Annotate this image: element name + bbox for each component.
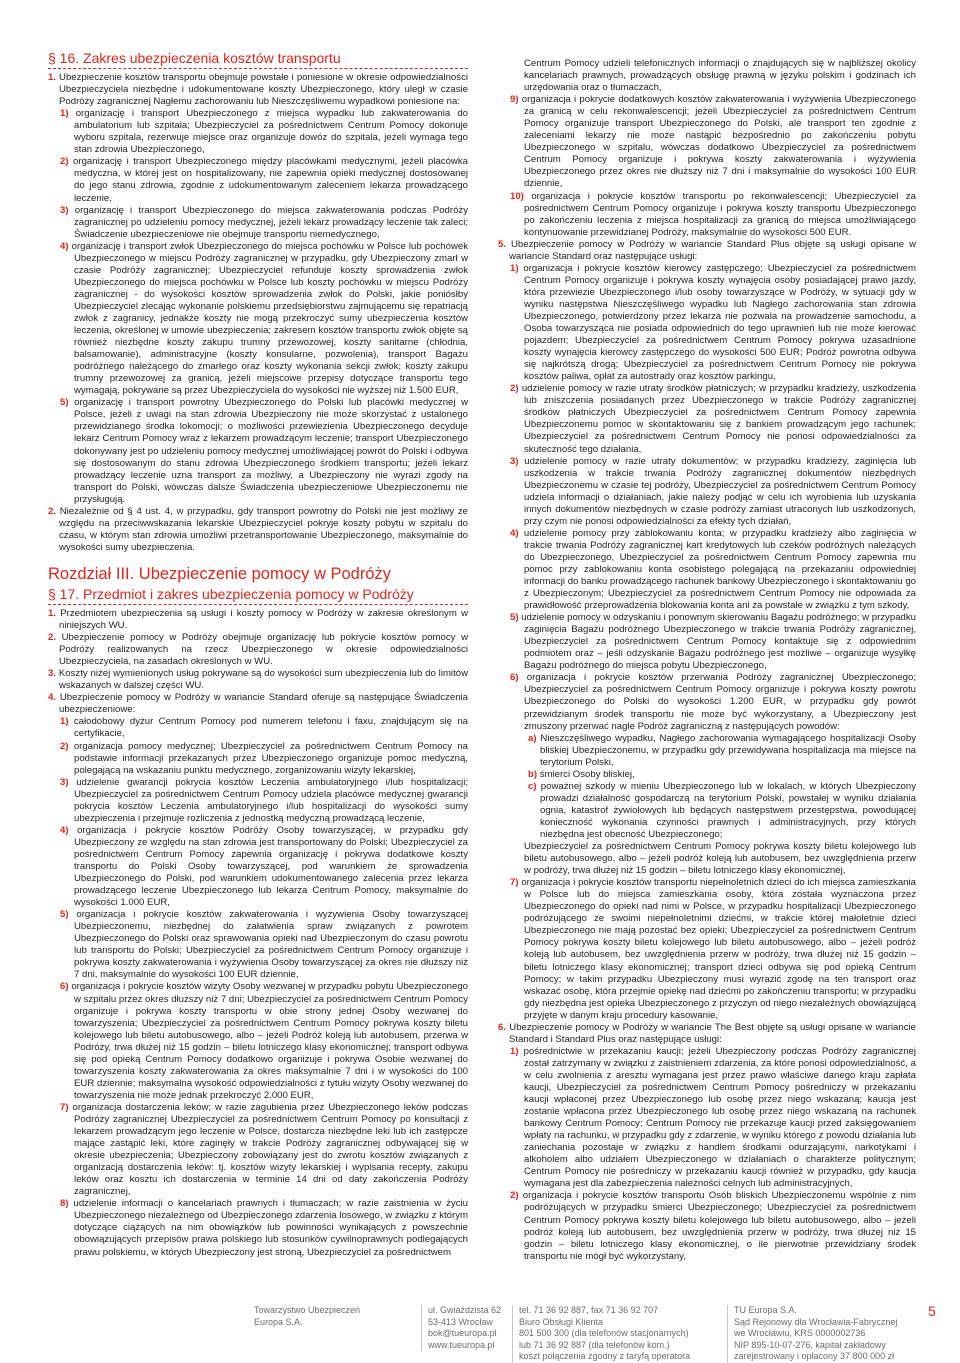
left-column [48, 52, 468, 1302]
s17-item-1: 1) całodobowy dyżur Centrum Pomocy pod numerem telefonu i faxu, znajdującym się na certyfikacie, [60, 716, 468, 740]
s16-item-5: 5) organizację i transport powrotny Ubezpieczonego do Polski lub placówki medycznej w Polsce, jeżeli z uwagi na stan zdrowia Ubezpieczony nie może skorzystać z ustalonego przewidzianego środka lokomocji; o możliwości przewiezienia Ubezpieczonego decyduje lekarz Centrum Pomocy wraz z lekarzem prowadzącym leczenie; transport Ubezpieczonego dokonywany jest po udzieleniu pomocy medycznej umożliwiającej powrót do Polski i odbywa się dostosowanym do stanu zdrowia Ubezpieczonego środkiem transportu; jeżeli lekarz prowadzący leczenie uzna transport za możliwy, a Ubezpieczony nie wyrazi zgody na transport do Polski, wówczas dalsze Świadczenia ubezpieczeniowe Ubezpieczonemu nie przysługują. [60, 397, 468, 505]
s17-paragraph-1: 1. Przedmiotem ubezpieczenia są usługi i koszty pomocy w Podróży w zakresie określonym w niniejszych WU. [48, 608, 468, 632]
p5-item-2: 2) udzielenie pomocy w razie utraty środków płatniczych; w przypadku kradzieży, uszkodzenia lub zniszczenia posiadanych przez Ubezpieczonego w trakcie Podróży zagranicznej środków płatniczych Ubezpieczyciel za pośrednictwem Centrum Pomocy zapewnia Ubezpieczonemu pomoc w skontaktowaniu się z bankiem prowadzącym jego rachunek; Ubezpieczyciel za pośrednictwem Centrum Pomocy nie ponosi odpowiedzialności za skuteczność tego działania, [510, 383, 916, 455]
s17-paragraph-5: 5. Ubezpieczenie pomocy w Podróży w wariancie Standard Plus objęte są usługi opisane w wariancie Standard oraz następujące usługi: [498, 238, 916, 262]
p5-item-6: 6) organizacja i pokrycie kosztów przerwania Podróży zagranicznej Ubezpieczonego; Ubezpieczyciel za pośrednictwem Centrum Pomocy organizuje i pokrywa koszty powrotu Ubezpieczonego do Polski do wysokości 1.200 EUR, w przypadku gdy powrót przewidzianym środek transportu nie może być wykorzystany, a Ubezpieczony jest zmuszony przerwać nagle Podróż zagraniczną z następujących powodów: [510, 672, 916, 732]
p6-item-2: 2) organizacja i pokrycie kosztów transportu Osób bliskich Ubezpieczonemu wspólnie z nim podróżujących w przypadku śmierci Ubezpieczonego; Ubezpieczyciel za pośrednictwem Centrum Pomocy pokrywa koszty biletu kolejowego lub biletu autobusowego, albo – jeżeli podróż koleją lub autobusem, bez uwzględnienia przerw w podróży, trwa dłużej niż 15 godzin – biletu lotniczego klasy ekonomicznej, o ile pierwotnie przewidziany środek transportu nie mógł być wykorzystany, [510, 1190, 916, 1262]
s17-item-9: 9) organizacja i pokrycie dodatkowych kosztów zakwaterowania i wyżywienia Ubezpieczonego za granicą w celu rekonwalescencji; jeżeli Ubezpieczyciel za pośrednictwem Centrum Pomocy organizuje transport Ubezpieczonego do Polski, ale transport ten zgodnie z zaleceniami lekarzy nie może nastąpić bezpośrednio po zakończeniu pobytu Ubezpieczonego w szpitalu, wówczas dodatkowo Ubezpieczyciel za pośrednictwem Centrum Pomocy organizuje i pokrywa koszty zakwaterowania i wyżywienia Ubezpieczonego przez okres nie dłuższy niż 7 dni i maksymalnie do wysokości 100 EUR dziennie, [510, 94, 916, 190]
footer-company: Towarzystwo Ubezpieczeń Europa S.A. [254, 1305, 361, 1327]
p5-sub-tail: Ubezpieczyciel za pośrednictwem Centrum Pomocy pokrywa koszty biletu kolejowego lub biletu autobusowego, albo – jeżeli podróż koleją lub autobusem, bez uwzględnienia przerw w podróży, trwa dłużej niż 15 godzin – biletu lotniczego klasy ekonomicznej, [524, 841, 916, 877]
s17-paragraph-6: 6. Ubezpieczenie pomocy w Podróży w wariancie The Best objęte są usługi opisane w wariancie Standard i Standard Plus oraz następujące usługi: [498, 1021, 916, 1045]
chapter-3-title: Rozdział III. Ubezpieczenie pomocy w Podróży [48, 564, 391, 583]
s17-item-4: 4) organizacja i pokrycie kosztów Podróży Osoby towarzyszącej, w przypadku gdy Ubezpieczony ze względu na stan zdrowia jest transportowany do Polski; Ubezpieczyciel za pośrednictwem Centrum Pomocy zapewnia organizację i pokrywa dodatkowe koszty transportu do Polski Osoby towarzyszącej, pod warunkiem że sprowadzenia Ubezpieczonego do Polski, pod warunkiem udokumentowanego zalecenia przez lekarza prowadzącego leczenie Ubezpieczonego lub lekarza Centrum Pomocy, maksymalnie do wysokości 1.000 EUR, [60, 824, 468, 909]
s16-paragraph-1: 1. Ubezpieczenie kosztów transportu obejmuje powstałe i poniesione w okresie odpowiedzialności Ubezpieczyciela niezbędne i udokumentowane koszty Ubezpieczonego, który uległ w czasie Podróży zagranicznej Nagłemu zachorowaniu lub Nieszczęśliwemu wypadkowi poniesione na: [48, 72, 468, 108]
p5-sub-a: a) Nieszczęśliwego wypadku, Nagłego zachorowania wymagającego hospitalizacji Osoby bliskiej Ubezpieczonemu, w przypadku gdy przewidywana hospitalizacja ma miejsce na terytorium Polski, [528, 732, 916, 768]
footer-contact: tel. 71 36 92 887, fax 71 36 92 707 Biuro Obsługi Klienta 801 500 300 (dla telefonów stacjonarnych) lub 71 36 92 887 (dla telefonów kom.) koszt połączenia zgodny z taryfą operatora [512, 1305, 690, 1363]
p5-item-7: 7) organizacja i pokrycie kosztów transportu niepełnoletnich dzieci do ich miejsca zamieszkania w Polsce lub do miejsca zamieszkania osoby, która została wyznaczona przez Ubezpieczonego do opieki nad nimi w Polsce, w przypadku hospitalizacji Ubezpieczonego podróżującego ze swoimi niepełnoletnimi dziećmi, w trakcie której małoletnie dzieci Ubezpieczonego nie mają pozostać bez opieki; Ubezpieczyciel za pośrednictwem Centrum Pomocy pokrywa koszty biletu kolejowego lub biletu autobusowego, albo – jeżeli podróż koleją lub autobusem, bez uwzględnienia przerw w podróży, trwa dłużej niż 15 godzin – biletu lotniczego klasy ekonomicznej; transport dzieci odbywa się pod opieką Centrum Pomocy; w takim przypadku Ubezpieczony musi wyrazić zgodę na ten transport oraz wskazać osobę, która przejmie opiekę nad dziećmi po zakończeniu transportu; w przypadku gdy niezbędna jest opieka Ubezpieczonego z przyczyn od niego niezależnych obowiązującą przyjęte w danym kraju procedury kasowanie, [510, 877, 916, 1021]
p5-item-5: 5) udzielenie pomocy w odzyskaniu i ponownym skierowaniu Bagażu podróżnego; w przypadku zaginięcia Bagażu podróżnego Ubezpieczonego w trakcie trwania Podróży zagranicznej, Ubezpieczyciel za pośrednictwem Centrum Pomocy kontaktuje się z odpowiednim podmiotem oraz – jeśli odzyskanie Bagażu podróżnego jest możliwe – organizuje wysyłkę Bagażu podróżnego do miejsca pobytu Ubezpieczonego, [510, 612, 916, 672]
s17-paragraph-3: 3. Koszty niżej wymienionych usług pokrywane są do wysokości sum ubezpieczenia lub do limitów wskazanych w dalszej części WU. [48, 668, 468, 692]
s17-paragraph-2: 2. Ubezpieczenie pomocy w Podróży obejmuje organizację lub pokrycie kosztów pomocy w Podróży realizowanych na rzecz Ubezpieczonego w okresie odpowiedzialności Ubezpieczyciela, na zasadach określonych w WU. [48, 632, 468, 668]
s17-item-3: 3) udzielenie gwarancji pokrycia kosztów Leczenia ambulatoryjnego i/lub hospitalizacji; Ubezpieczyciel za pośrednictwem Centrum Pomocy udziela placówce medycznej gwarancji pokrycia kosztów Leczenia ambulatoryjnego i/lub hospitalizacji do wysokości sumy ubezpieczenia i przejmuje rozliczenia z jednostką medyczną prowadzącą leczenie, [60, 776, 468, 824]
footer-legal: TU Europa S.A. Sąd Rejonowy dla Wrocławia-Fabrycznej we Wrocławiu, KRS 0000002736 NIP 895-10-07-276, kapitał zakładowy zarejestrowany i opłacony 37 800 000 zł [727, 1305, 897, 1363]
page-footer [0, 1305, 960, 1362]
footer-address: ul. Gwiaździsta 62 53-413 Wrocław bok@tueuropa.pl www.tueuropa.pl [421, 1305, 501, 1351]
s16-item-1: 1) organizację i transport Ubezpieczonego z miejsca wypadku lub zakwaterowania do ambulatorium lub szpitala; Ubezpieczyciel za pośrednictwem Centrum Pomocy dokonuje wyboru szpitala, rezerwuje miejsce oraz organizuje dowóz do szpitala, jeżeli wymaga tego stan zdrowia Ubezpieczonego, [60, 108, 468, 156]
footer-email[interactable]: bok@tueuropa.pl [428, 1328, 497, 1339]
page-number: 5 [928, 1303, 936, 1319]
s16-paragraph-2: 2. Niezależnie od § 4 ust. 4, w przypadku, gdy transport powrotny do Polski nie jest możliwy ze względu na przeciwwskazania lekarskie Ubezpieczyciel pokryje koszty pobytu w szpitalu do czasu, w którym stan zdrowia umożliwi przetransportowanie Ubezpieczonego, maksymalnie do wysokości sumy ubezpieczenia. [48, 505, 468, 553]
s16-item-2: 2) organizację i transport Ubezpieczonego między placówkami medycznymi, jeżeli placówka medyczna, w której jest on hospitalizowany, nie zapewnia opieki medycznej dostosowanej do jego stanu zdrowia, zgodnie z udokumentowanym zaleceniem lekarza prowadzącego leczenie, [60, 156, 468, 204]
s17-item-6: 6) organizacja i pokrycie kosztów wizyty Osoby wezwanej w przypadku pobytu Ubezpieczonego w szpitalu przez okres dłuższy niż 7 dni; Ubezpieczyciel za pośrednictwem Centrum Pomocy organizuje i pokrywa koszty transportu w obie strony jednej Osoby wezwanej do towarzyszenia; Ubezpieczyciel za pośrednictwem Centrum Pomocy pokrywa koszty biletu kolejowego lub biletu autobusowego, albo – jeżeli Podróż koleją lub autobusem, przerwa w Podróży, trwa dłużej niż 15 godzin – biletu lotniczego klasy ekonomicznej; transport odbywa się pod opieką Centrum Pomocy dodatkowo organizuje i pokrywa Osobie wezwanej do towarzyszenia koszty zakwaterowania za okres maksymalnie 7 dni i w wysokości do 100 EUR dziennie; maksymalna wysokość odpowiedzialności z tytułu wizyty Osoby wezwanej do towarzyszenia nie może jednak przekroczyć 2.000 EUR, [60, 981, 468, 1101]
s17-paragraph-4: 4. Ubezpieczenie pomocy w Podróży w wariancie Standard oferuje są następujące Świadczenia ubezpieczeniowe: [48, 692, 468, 716]
s17-item-8: 8) udzielenie informacji o kancelariach prawnych i tłumaczach; w razie zaistnienia w życiu Ubezpieczonego niezależnego od Ubezpieczonego zdarzenia losowego, w związku z którym dotyczące ciążących na nim obowiązków lub powinności wynikających z powszechnie obowiązujących przepisów prawa polskiego lub stosunków cywilnoprawnych podlegających prawu polskiemu, w których Ubezpieczony jest stroną, Ubezpieczyciel za pośrednictwem [60, 1198, 468, 1258]
s17-item-10: 10) organizacja i pokrycie kosztów transportu po rekonwalescencji; Ubezpieczyciel za pośrednictwem Centrum Pomocy organizuje i pokrywa koszty transportu Ubezpieczonego po zakończeniu leczenia z miejsca hospitalizacji za granicą do miejsca umożliwiającego kontynuowanie przewidzianej Podróży, maksymalnie do wysokości 500 EUR. [510, 190, 916, 238]
footer-website[interactable]: www.tueuropa.pl [428, 1339, 495, 1350]
p5-sub-c: c) poważnej szkody w mieniu Ubezpieczonego lub w lokalach, w których Ubezpieczony prowadzi działalność gospodarczą na terytorium Polski, powstałej w wyniku działania ognia, katastrof żywiołowych lub będących następstwem przestępstwa, powodującej konieczność wykonania czynności prawnych i administracyjnych, przy których niezbędna jest obecność Ubezpieczonego; [528, 780, 916, 840]
s17-item-2: 2) organizacja pomocy medycznej; Ubezpieczyciel za pośrednictwem Centrum Pomocy na podstawie informacji przekazanych przez Ubezpieczonego organizuje pomoc medyczną, polegającą na wskazaniu punktu medycznego, zorganizowaniu wizyty lekarskiej, [60, 740, 468, 776]
continued-paragraph: Centrum Pomocy udzieli telefonicznych informacji o znajdujących się w najbliższej okolicy kancelariach prawnych, prowadzących obsługę prawną w języku polskim i godzinach ich urzędowania oraz o tłumaczach, [524, 58, 916, 94]
p5-item-3: 3) udzielenie pomocy w razie utraty dokumentów; w przypadku kradzieży, zaginięcia lub uszkodzenia w trakcie trwania Podróży zagranicznej dokumentów niezbędnych Ubezpieczonemu w czasie tej podróży, Ubezpieczyciel za pośrednictwem Centrum Pomocy udziela informacji o działaniach, jakie należy podjąć w celu ich wyrobienia lub uzyskania innych dokumentów niezbędnych w czasie podróży zamiast utraconych lub uszkodzonych, przy czym nie ponosi odpowiedzialności za efekty tych działań, [510, 455, 916, 527]
p5-sub-b: b) śmierci Osoby bliskiej, [528, 768, 635, 780]
section-17-title: § 17. Przedmiot i zakres ubezpieczenia pomocy w Podróży [48, 588, 468, 605]
p6-item-1: 1) pośrednictwie w przekazaniu kaucji; jeżeli Ubezpieczony podczas Podróży zagranicznej został zatrzymany w związku z zaistnieniem zdarzenia, za które ponosi odpowiedzialność, a w celu zwolnienia z aresztu wymagana jest przez prawo właściwe danego kraju zapłata kaucji, Ubezpieczyciel za pośrednictwem Centrum Pomocy pośredniczy w przekazaniu kaucji wpłaconej przez Ubezpieczonego lub osobę przez niego wskazaną; kaucja jest zostanie wpłacona przez Ubezpieczonego lub osobę przez niego wskazaną na rachunek bankowy Centrum Pomocy; Centrum Pomocy nie przekazuje kaucji przed zaksięgowaniem wpłaty na rachunku, w przypadku gdy z zdarzenie, w wyniku którego z powodu działania lub zaniechania pozostaje w związku z handlem środkami odurzającymi, narkotykami i alkoholem albo udziałem Ubezpieczonego w działaniach o charakterze politycznym; Centrum Pomocy nie pośredniczy w przekazaniu kaucji również w przypadku, gdy kaucja wymagana jest dla zabezpieczenia należności celnych lub administracyjnych, [510, 1045, 916, 1190]
p5-item-1: 1) organizacja i pokrycie kosztów kierowcy zastępczego; Ubezpieczyciel za pośrednictwem Centrum Pomocy organizuje i pokrywa koszty wynajęcia osoby posiadającej prawo jazdy, która przewiezie Ubezpieczonego i/lub osoby towarzyszące w Podróży, w sytuacji gdy w wyniku następstwa Nieszczęśliwego wypadku lub Nagłego zachorowania stan zdrowia Ubezpieczonego, potwierdzony przez lekarza nie pozwala na prowadzenie samochodu, a Osoba towarzysząca nie posiada odpowiednich do tego uprawnień lub nie może kierować pojazdem; Ubezpieczyciel za pośrednictwem Centrum Pomocy pokrywa uzasadnione koszty wynajęcia kierowcy zastępczego do wysokości 500 EUR; Podróż powrotna odbywa się najkrótszą drogą; Ubezpieczyciel za pośrednictwem Centrum Pomocy nie pokrywa kosztów paliwa, opłat za autostrady oraz kosztów parkingu, [510, 262, 916, 383]
section-16-title: § 16. Zakres ubezpieczenia kosztów transportu [48, 52, 468, 69]
right-column [498, 58, 916, 1308]
s17-item-5: 5) organizacja i pokrycie kosztów zakwaterowania i wyżywienia Osoby towarzyszącej Ubezpieczonemu, niezbędnej do załatwienia spraw związanych z powrotem Ubezpieczonego do Polski oraz sprawowania opieki nad Ubezpieczonym do czasu powrotu lub transportu do Polski; Ubezpieczyciel za pośrednictwem Centrum Pomocy organizuje i pokrywa koszty zakwaterowania i wyżywienia Osoby towarzyszącej za okres nie dłuższy niż 7 dni, maksymalnie do wysokości 100 EUR dziennie, [60, 909, 468, 981]
p5-item-4: 4) udzielenie pomocy przy zablokowaniu konta; w przypadku kradzieży albo zaginięcia w trakcie trwania Podróży zagranicznej kart kredytowych lub czeków podróżnych należących do Ubezpieczonego, Ubezpieczyciel za pośrednictwem Centrum Pomocy zapewnia mu pomoc przy zablokowaniu konta osobistego polegającą na przekazaniu odpowiedniej informacji do banku prowadzącego rachunek bankowy Ubezpieczonego i skontaktowaniu go z Ubezpieczonym; Ubezpieczyciel za pośrednictwem Centrum Pomocy nie odpowiada za prawidłowość przeprowadzenia blokowania konta ani za powstałe w związku z tym szkody, [510, 527, 916, 612]
s16-item-4: 4) organizację i transport zwłok Ubezpieczonego do miejsca pochówku w Polsce lub pochówek Ubezpieczonego w miejscu Podróży zagranicznej w przypadku, gdy Ubezpieczony zmarł w czasie Podróży zagranicznej; Ubezpieczyciel refunduje koszty sprowadzenia zwłok Ubezpieczonego do miejsca pochówku w Polsce lub koszty pochówku w miejscu Podróży zagranicznej - do wysokości kosztów sprowadzenia zwłok do Polski, jakie poniósłby Ubezpieczyciel zlecając wykonanie polskiemu przedsiębiorstwu zajmującemu się repatriacją zwłok z zagranicy, jednakże koszty nie mogą przekroczyć sumy ubezpieczenia kosztów leczenia, określonej w umowie ubezpieczenia; zakresem kosztów transportu zwłok objęte są również niezbędne koszty zakupu trumny przewozowej, koszty sanitarne (chłodnia, balsamowanie), administracyjne (koszty konsularne, pozwolenia), transport Bagażu podróżnego należącego do zmarłego oraz koszty wykonania sekcji zwłok; koszty zakupu trumny przewozowej za granicą, jeżeli miejscowe przepisy dotyczące transportu tego wymagają, pokrywane są przez Ubezpieczyciela do wysokości nie wyższej niż 1.500 EUR, [60, 240, 468, 397]
s17-item-7: 7) organizacja dostarczenia leków; w razie zagubienia przez Ubezpieczonego leków podczas Podróży zagranicznej Ubezpieczyciel za pośrednictwem Centrum Pomocy po konsultacji z lekarzem prowadzącym jego leczenie w Polsce, dostarcza niezbędne leki lub ich zastępcze mające zastąpić leki, które zaginęły w trakcie Podróży zagranicznej odbywającej się w okresie ubezpieczenia; Ubezpieczony zobowiązany jest do zwrotu kosztów związanych z organizacją dostarczenia leków: tj. kosztów wizyty lekarskiej i wypisania recepty, zakupu leków oraz kosztu ich dostarczenia w terminie 14 dni od daty zakończenia Podróży zagranicznej, [60, 1101, 468, 1198]
s16-item-3: 3) organizację i transport Ubezpieczonego do miejsca zakwaterowania podczas Podróży zagranicznej po udzieleniu pomocy medycznej, jeżeli lekarz prowadzący leczenie tak zaleci; Świadczenie ubezpieczeniowe nie obejmuje transportu niemedycznego, [60, 204, 468, 240]
